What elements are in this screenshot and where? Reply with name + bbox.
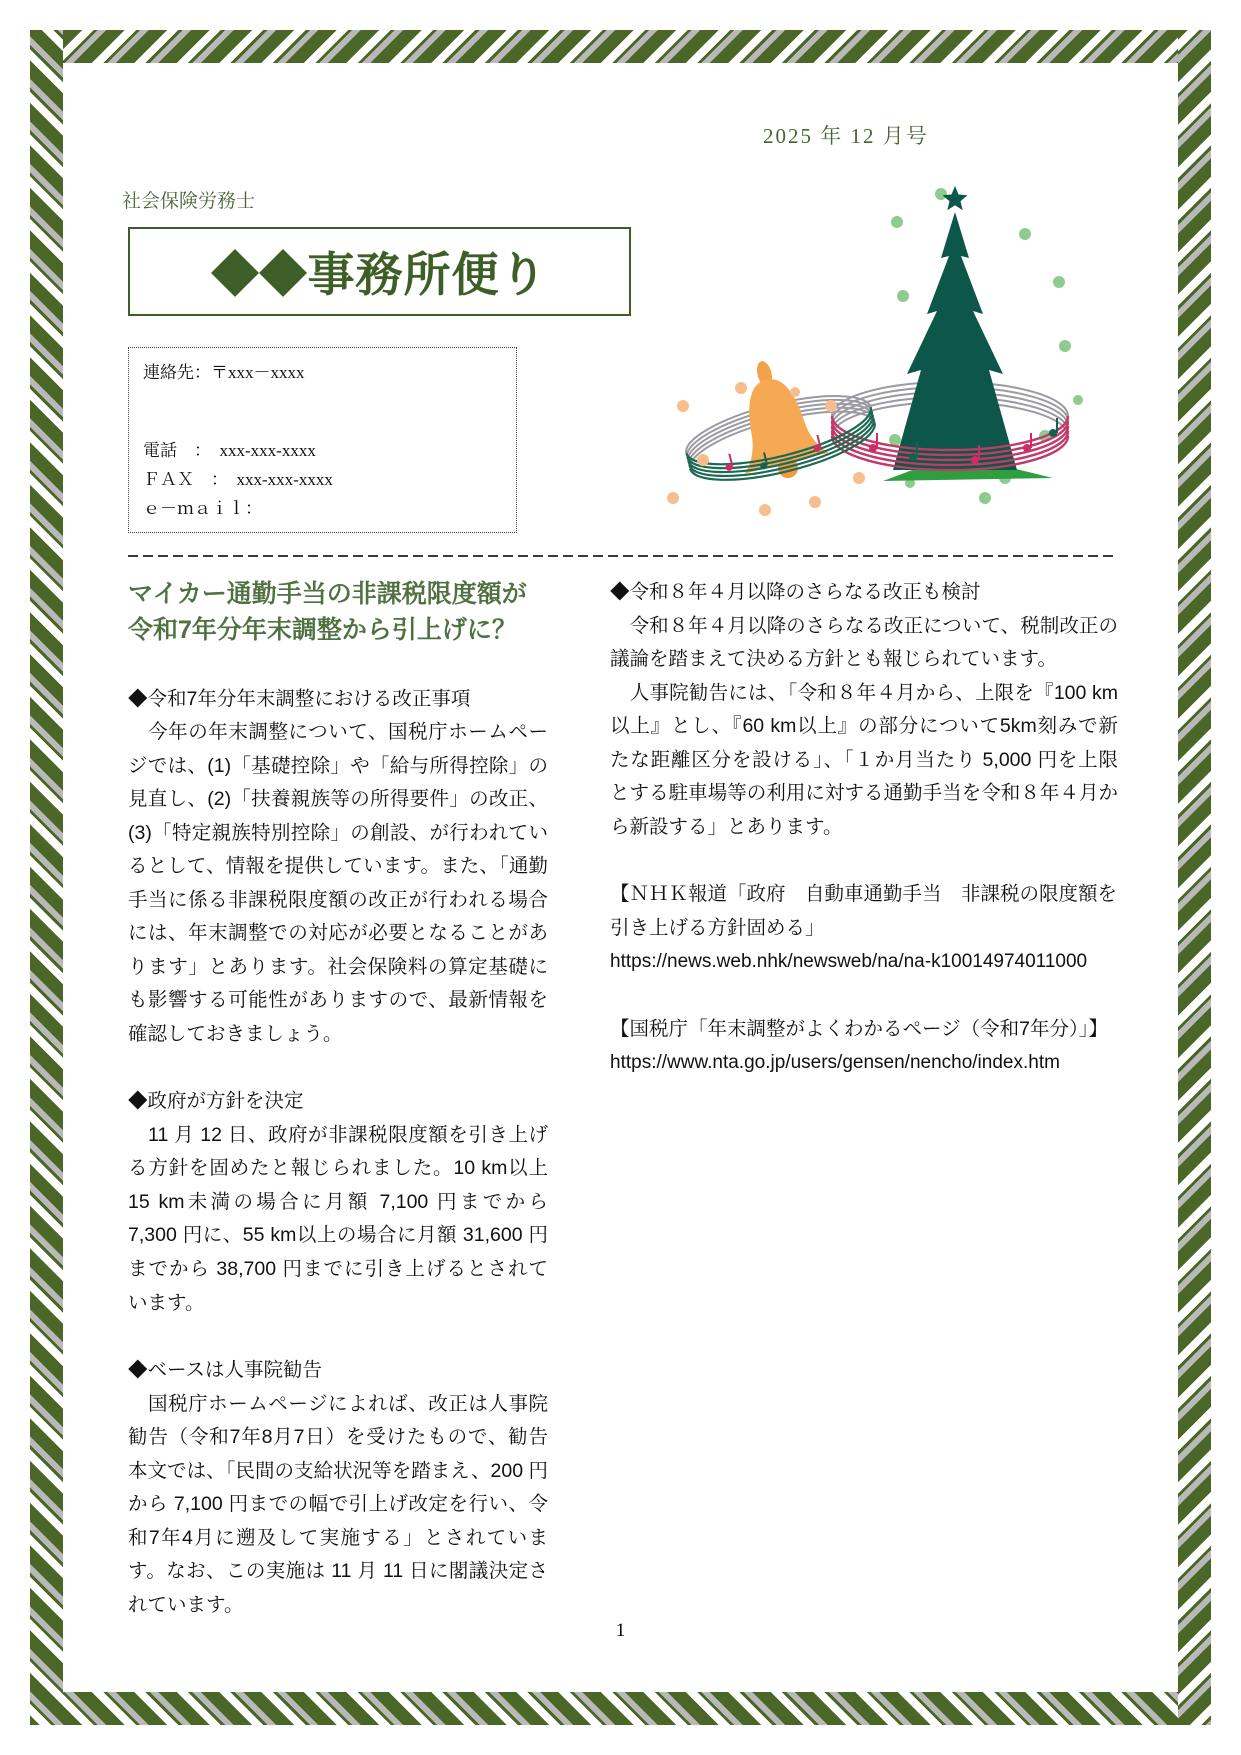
office-type-label: 社会保険労務士 — [122, 191, 256, 212]
page-number: 1 — [615, 1620, 626, 1641]
right-column — [610, 576, 1118, 1622]
headline-line-2: 令和7年分年末調整から引上げに？ — [128, 616, 517, 645]
contact-phone: 電話 ： xxx-xxx-xxxx — [143, 441, 316, 461]
article-headline — [128, 576, 548, 649]
contact-fax: ＦＡＸ ： xxx-xxx-xxxx — [143, 470, 333, 490]
contact-box — [128, 347, 517, 533]
paragraph: 今年の年末調整について、国税庁ホームページでは、(1)「基礎控除」や「給与所得控除」の見直し、(2)「扶養親族等の所得要件」の改正、(3)「特定親族特別控除」の創設、が行われているとして、情報を提供しています。また、「通勤手当に係る非課税限度額の改正が行われる場合には、年末調整での対応が必要となることがあります」とあります。社会保険料の算定基礎にも影響する可能性がありますので、最新情報を確認しておきましょう。 — [128, 721, 548, 1045]
star-icon — [943, 186, 968, 210]
contact-details — [143, 437, 502, 524]
page-border-right — [1178, 30, 1211, 1725]
reference-nta: 【国税庁「年末調整がよくわかるページ（令和7年分）」】 — [610, 1017, 1108, 1040]
issue-date: 2025 年 12 月号 — [763, 124, 929, 148]
page-border-bottom — [30, 1692, 1211, 1725]
reference-nta-url[interactable]: https://www.nta.go.jp/users/gensen/nencho/index.htm — [610, 1052, 1060, 1074]
reference-nhk-url[interactable]: https://news.web.nhk/newsweb/na/na-k10014974011000 — [610, 951, 1088, 973]
paragraph: 令和８年４月以降のさらなる改正について、税制改正の議論を踏まえて決める方針とも報じられています。 — [610, 614, 1118, 671]
headline-line-1: マイカー通勤手当の非課税限度額が — [128, 580, 527, 608]
subhead-jinjiin-kankoku: ◆ベースは人事院勧告 — [128, 1359, 323, 1382]
section-divider — [128, 555, 1116, 557]
contact-address: 連絡先：〒xxx－xxxx — [143, 363, 305, 382]
article-columns — [128, 576, 1118, 1622]
paragraph: 国税庁ホームページによれば、改正は人事院勧告（令和7年8月7日）を受けたもので、勧告本文では、「民間の支給状況等を踏まえ、200 円から 7,100 円までの幅で引上げ改定を行い、令和7年4月に遡及して実施する」とされています。なお、この実施は 11 月 11 日に閣議決定されています。 — [128, 1392, 548, 1616]
paragraph: 人事院勧告には、「令和８年４月から、上限を『100 km以上』とし、『60 km以上』の部分について5km刻みで新たな距離区分を設ける」、「１か月当たり 5,000 円を上限とする駐車場等の利用に対する通勤手当を令和８年４月から新設する」とあります。 — [610, 681, 1118, 838]
newsletter-title: ◆◆事務所便り — [211, 250, 548, 302]
newsletter-title-box — [128, 227, 631, 316]
reference-nhk: 【ＮＨＫ報道「政府 自動車通勤手当 非課税の限度額を引き上げる方針固める」 — [610, 883, 1118, 939]
page-border-top — [30, 30, 1211, 63]
left-column — [128, 576, 548, 1622]
bell-icon — [669, 338, 882, 500]
subhead-reiwa8-kaisei: ◆令和８年４月以降のさらなる改正も検討 — [610, 581, 981, 603]
christmas-illustration — [645, 178, 1085, 518]
page-border-left — [30, 30, 63, 1725]
subhead-seifu-hoshin: ◆政府が方針を決定 — [128, 1090, 304, 1113]
paragraph: 11 月 12 日、政府が非課税限度額を引き上げる方針を固めたと報じられました。10 km以上15 km未満の場合に月額 7,100 円までから 7,300 円に、55 km以上の場合に月額 31,600 円までから 38,700 円までに引き上げるとされています。 — [128, 1123, 548, 1314]
contact-email: ｅ－ｍａｉｌ： — [143, 499, 262, 519]
subhead-nencho-kaisei: ◆令和7年分年末調整における改正事項 — [128, 687, 471, 710]
